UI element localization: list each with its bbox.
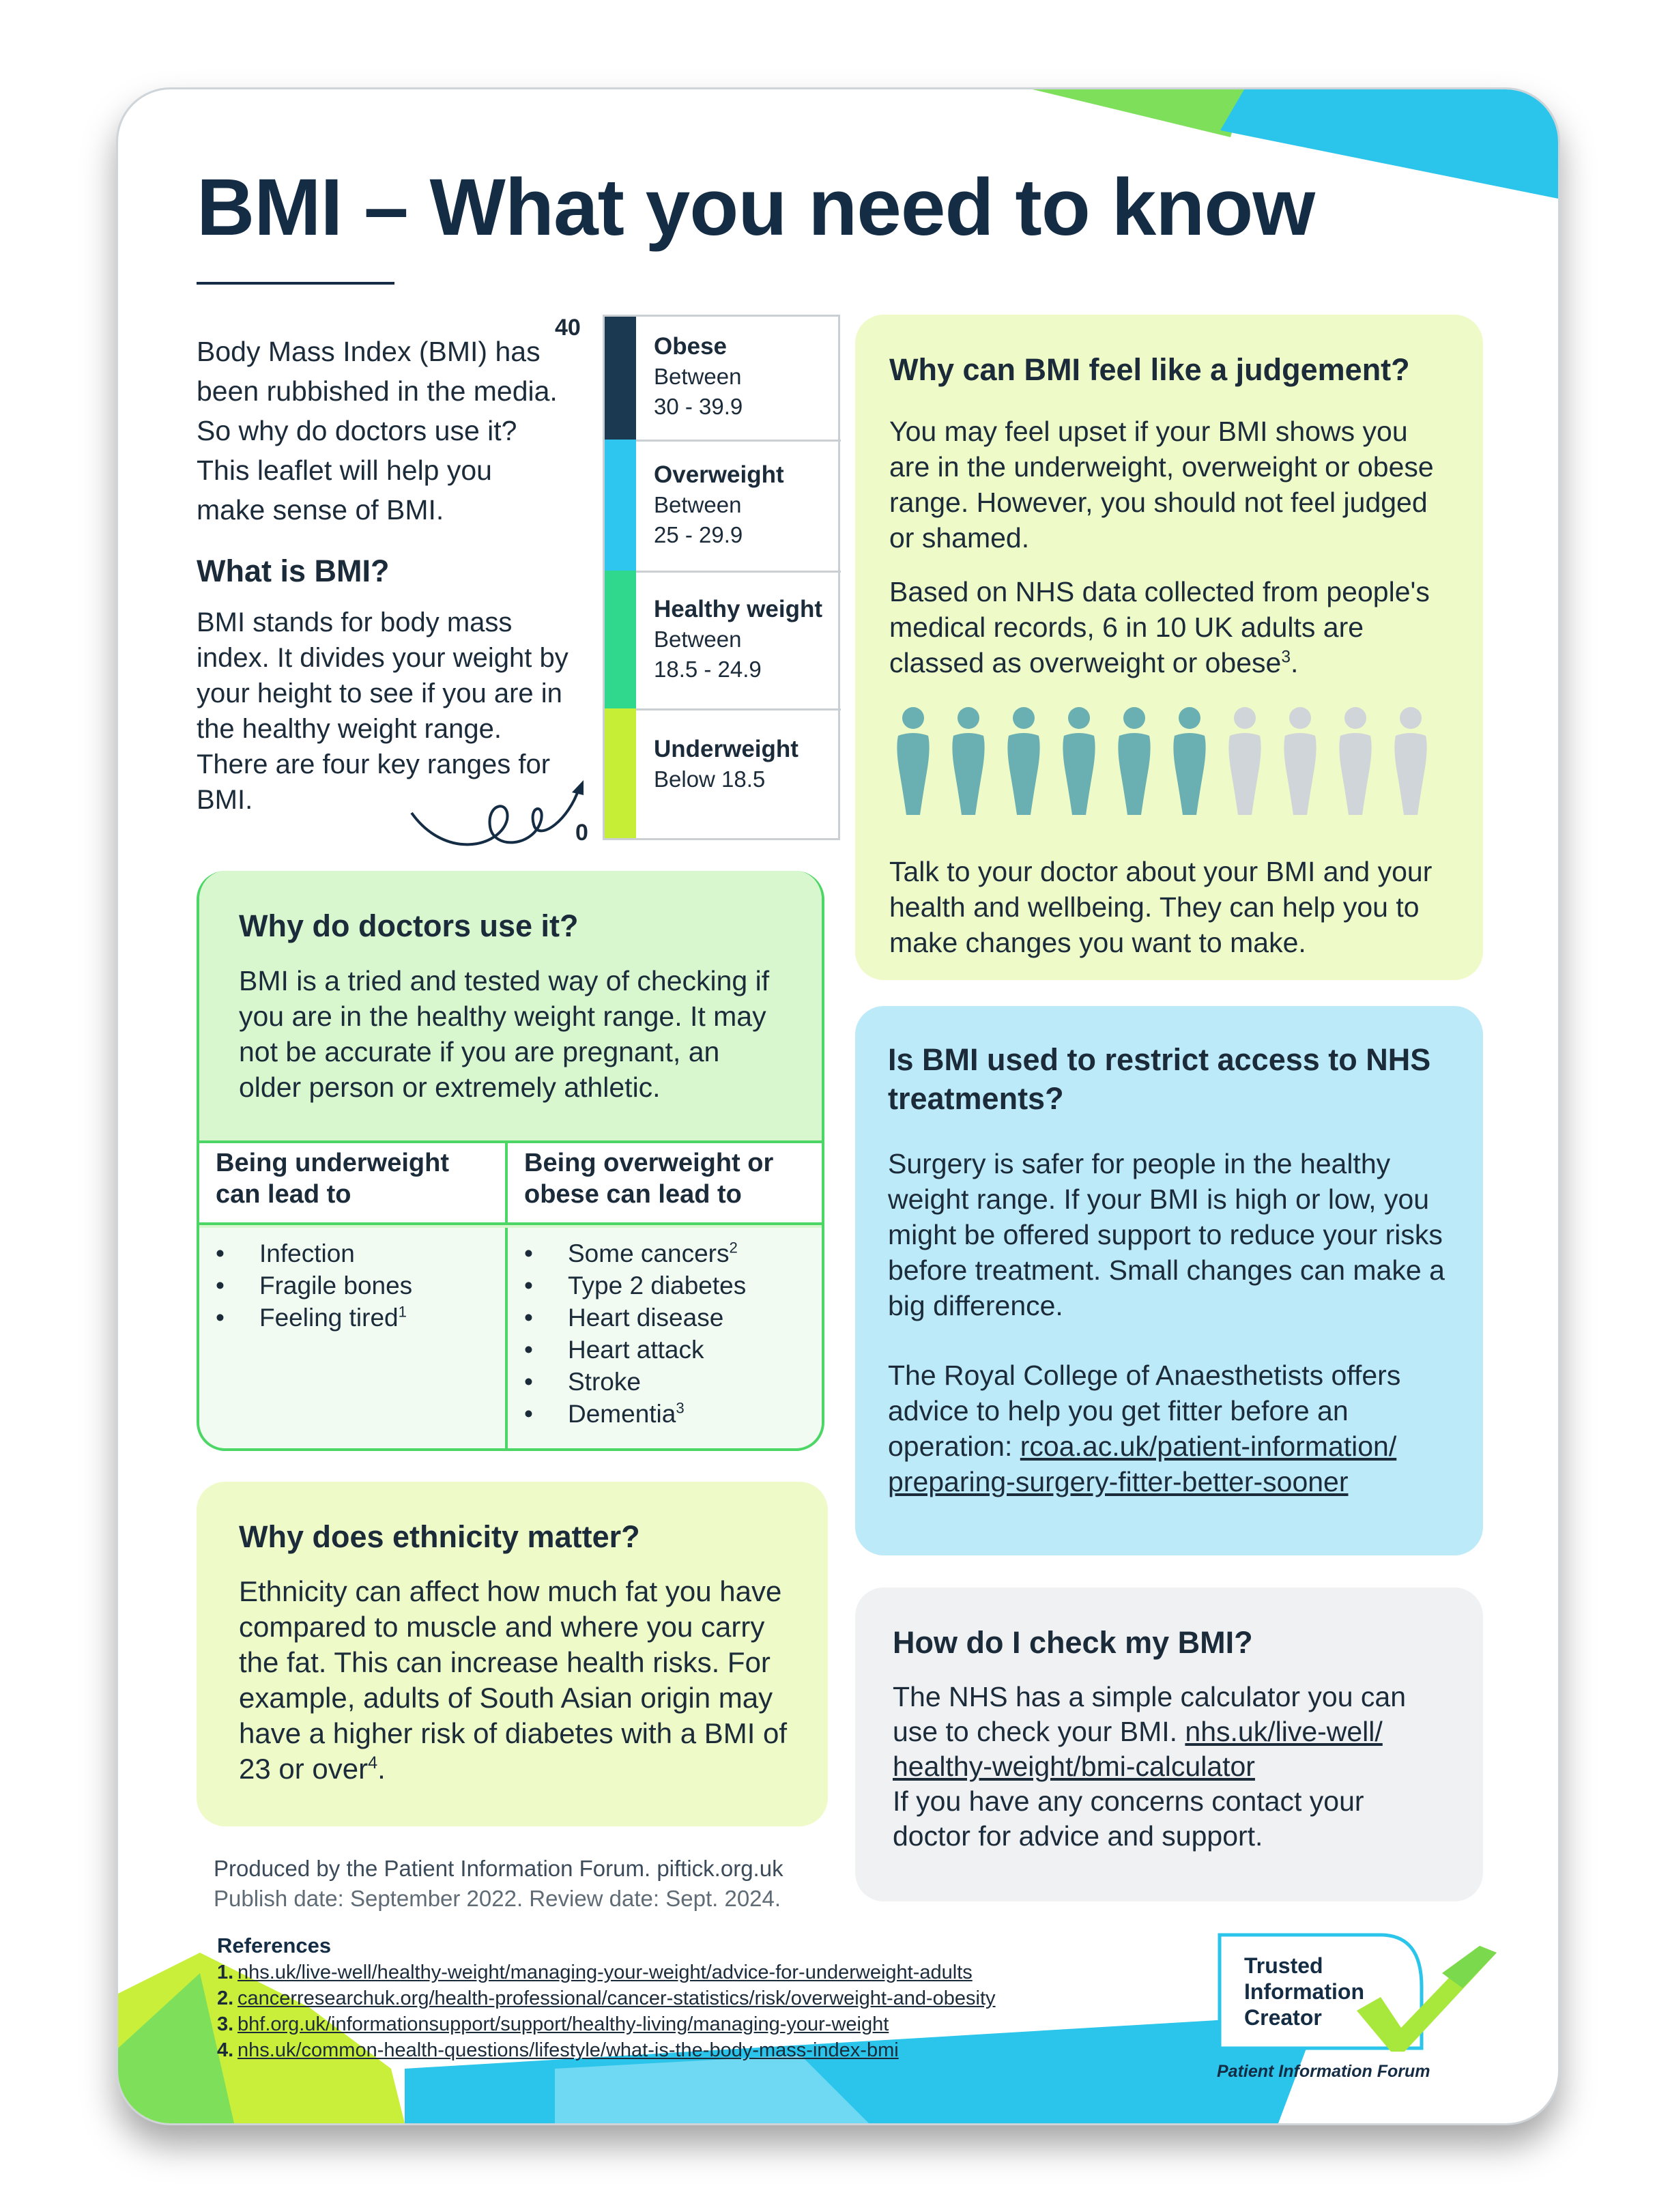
- scale-top-label: 40: [555, 315, 581, 341]
- what-is-heading: What is BMI?: [197, 554, 390, 588]
- table-header-underweight: Being underweight can lead to: [199, 1143, 508, 1225]
- list-item: • Heart attack: [524, 1334, 810, 1366]
- scale-segment-underweight: [605, 708, 636, 838]
- person-icon-highlighted: [893, 707, 934, 816]
- title-underline: [197, 282, 394, 285]
- rcoa-link[interactable]: rcoa.ac.uk/patient-information/ preparing-surgery-fitter-better-sooner: [888, 1431, 1397, 1497]
- list-item: • Heart disease: [524, 1302, 810, 1334]
- doctors-box: [197, 871, 824, 1451]
- judgement-box: [855, 315, 1483, 980]
- list-item: • Some cancers$^2$: [524, 1237, 810, 1269]
- leaflet-card: [116, 87, 1560, 2125]
- scale-label-healthy: Healthy weight Between 18.5 - 24.9: [654, 596, 822, 682]
- restrict-text-1: Surgery is safer for people in the healthy weight range. If your BMI is high or low, you might be offered support to reduce your risks before treatment. Small changes can make a big difference.: [888, 1148, 1445, 1321]
- badge-caption: Patient Information Forum: [1217, 2062, 1430, 2081]
- references-heading: References: [217, 1934, 332, 1957]
- scale-label-underweight: Underweight Below 18.5: [654, 736, 798, 792]
- ethnicity-heading: Why does ethnicity matter?: [239, 1519, 640, 1554]
- what-is-text: BMI stands for body mass index. It divides your weight by your height to see if you are in the healthy weight range. There are four key ranges for BMI.: [197, 607, 569, 815]
- scale-frame: [603, 315, 840, 840]
- person-icon: [1280, 707, 1321, 816]
- page-title: BMI – What you need to know: [197, 162, 1315, 253]
- restrict-heading: Is BMI used to restrict access to NHS treatments?: [888, 1042, 1431, 1116]
- check-text: The NHS has a simple calculator you can use to check your BMI. nhs.uk/live-well/ healthy-weight/bmi-calculator If you have any concerns contact your doctor for advice and support.: [893, 1681, 1407, 1852]
- check-box: [855, 1588, 1483, 1901]
- list-item: • Feeling tired$^1$: [216, 1302, 489, 1334]
- person-icon-highlighted: [1059, 707, 1099, 816]
- scale-segment-obese: [605, 317, 636, 442]
- reference-link-2[interactable]: cancerresearchuk.org/health-professional/cancer-statistics/risk/overweight-and-obesity: [238, 1987, 996, 2009]
- check-heading: How do I check my BMI?: [893, 1625, 1253, 1660]
- table-col-underweight: [199, 1228, 508, 1451]
- doctors-heading: Why do doctors use it?: [239, 908, 579, 943]
- restrict-text-2: The Royal College of Anaesthetists offers advice to help you get fitter before an operation: rcoa.ac.uk/patient-information/ preparing-surgery-fitter-better-sooner: [888, 1360, 1401, 1497]
- person-icon: [1390, 707, 1431, 816]
- person-icon-highlighted: [1003, 707, 1044, 816]
- intro-text: Body Mass Index (BMI) has been rubbished in the media. So why do doctors use it? This leaflet will help you make sense of BMI.: [197, 336, 558, 526]
- reference-item: 3. bhf.org.uk/informationsupport/support/healthy-living/managing-your-weight: [217, 2013, 889, 2035]
- person-icon: [1335, 707, 1376, 816]
- reference-link-4[interactable]: nhs.uk/common-health-questions/lifestyle/what-is-the-body-mass-index-bmi: [238, 2039, 899, 2061]
- reference-item: 2. cancerresearchuk.org/health-professional/cancer-statistics/risk/overweight-and-obesity: [217, 1987, 996, 2009]
- badge-text: Trusted Information Creator: [1244, 1953, 1364, 2030]
- bmi-scale: [555, 315, 841, 847]
- list-item: • Fragile bones: [216, 1269, 489, 1302]
- footer-credits: [214, 1854, 783, 1914]
- person-icon-highlighted: [1114, 707, 1155, 816]
- list-item: • Infection: [216, 1237, 489, 1269]
- reference-item: 4. nhs.uk/common-health-questions/lifestyle/what-is-the-body-mass-index-bmi: [217, 2039, 899, 2061]
- table-header-overweight: Being overweight or obese can lead to: [508, 1143, 824, 1225]
- person-icon-highlighted: [1169, 707, 1210, 816]
- person-icon-highlighted: [948, 707, 989, 816]
- doctors-text: BMI is a tried and tested way of checking if you are in the healthy weight range. It may not be accurate if you are pregnant, an older person or extremely athletic.: [239, 965, 770, 1103]
- list-item: • Stroke: [524, 1366, 810, 1398]
- judgement-heading: Why can BMI feel like a judgement?: [889, 352, 1410, 387]
- trusted-badge: [1217, 1932, 1503, 2089]
- reference-link-1[interactable]: nhs.uk/live-well/healthy-weight/managing-your-weight/advice-for-underweight-adults: [238, 1962, 973, 1983]
- judgement-text-1: You may feel upset if your BMI shows you are in the underweight, overweight or obese range. However, you should not feel judged or shamed.: [889, 416, 1434, 554]
- references: [217, 1932, 996, 2063]
- ethnicity-box: [197, 1482, 828, 1826]
- list-item: • Dementia$^3$: [524, 1398, 810, 1430]
- scale-segment-overweight: [605, 440, 636, 573]
- bmi-calculator-link[interactable]: nhs.uk/live-well/ healthy-weight/bmi-calculator: [893, 1716, 1383, 1782]
- produced-by: Produced by the Patient Information Forum. piftick.org.uk: [214, 1856, 783, 1881]
- scale-label-obese: Obese Between 30 - 39.9: [654, 333, 743, 419]
- reference-item: 1. nhs.uk/live-well/healthy-weight/managing-your-weight/advice-for-underweight-adults: [217, 1962, 973, 1983]
- judgement-text-3: Talk to your doctor about your BMI and your health and wellbeing. They can help you to make changes you want to make.: [889, 856, 1433, 958]
- scale-bottom-label: 0: [575, 820, 588, 846]
- scale-label-overweight: Overweight Between 25 - 29.9: [654, 461, 784, 547]
- list-item: • Type 2 diabetes: [524, 1269, 810, 1302]
- top-green-shape: [1033, 89, 1244, 137]
- reference-link-3[interactable]: bhf.org.uk/informationsupport/support/healthy-living/managing-your-weight: [238, 2013, 889, 2035]
- restrict-box: [855, 1006, 1483, 1555]
- risk-table: [199, 1140, 824, 1451]
- judgement-text-2: Based on NHS data collected from people's medical records, 6 in 10 UK adults are classed as overweight or obese$^3$.: [889, 576, 1430, 678]
- scale-segment-healthy: [605, 571, 636, 710]
- people-pictogram: [893, 707, 1452, 823]
- person-icon: [1224, 707, 1265, 816]
- publish-dates: Publish date: September 2022. Review date: Sept. 2024.: [214, 1886, 781, 1911]
- table-col-overweight: [508, 1228, 824, 1451]
- ethnicity-text: Ethnicity can affect how much fat you have compared to muscle and where you carry the fat. This can increase health risks. For example, adults of South Asian origin may have a higher risk of diabetes with a BMI of 23 or over$^4$.: [239, 1575, 788, 1785]
